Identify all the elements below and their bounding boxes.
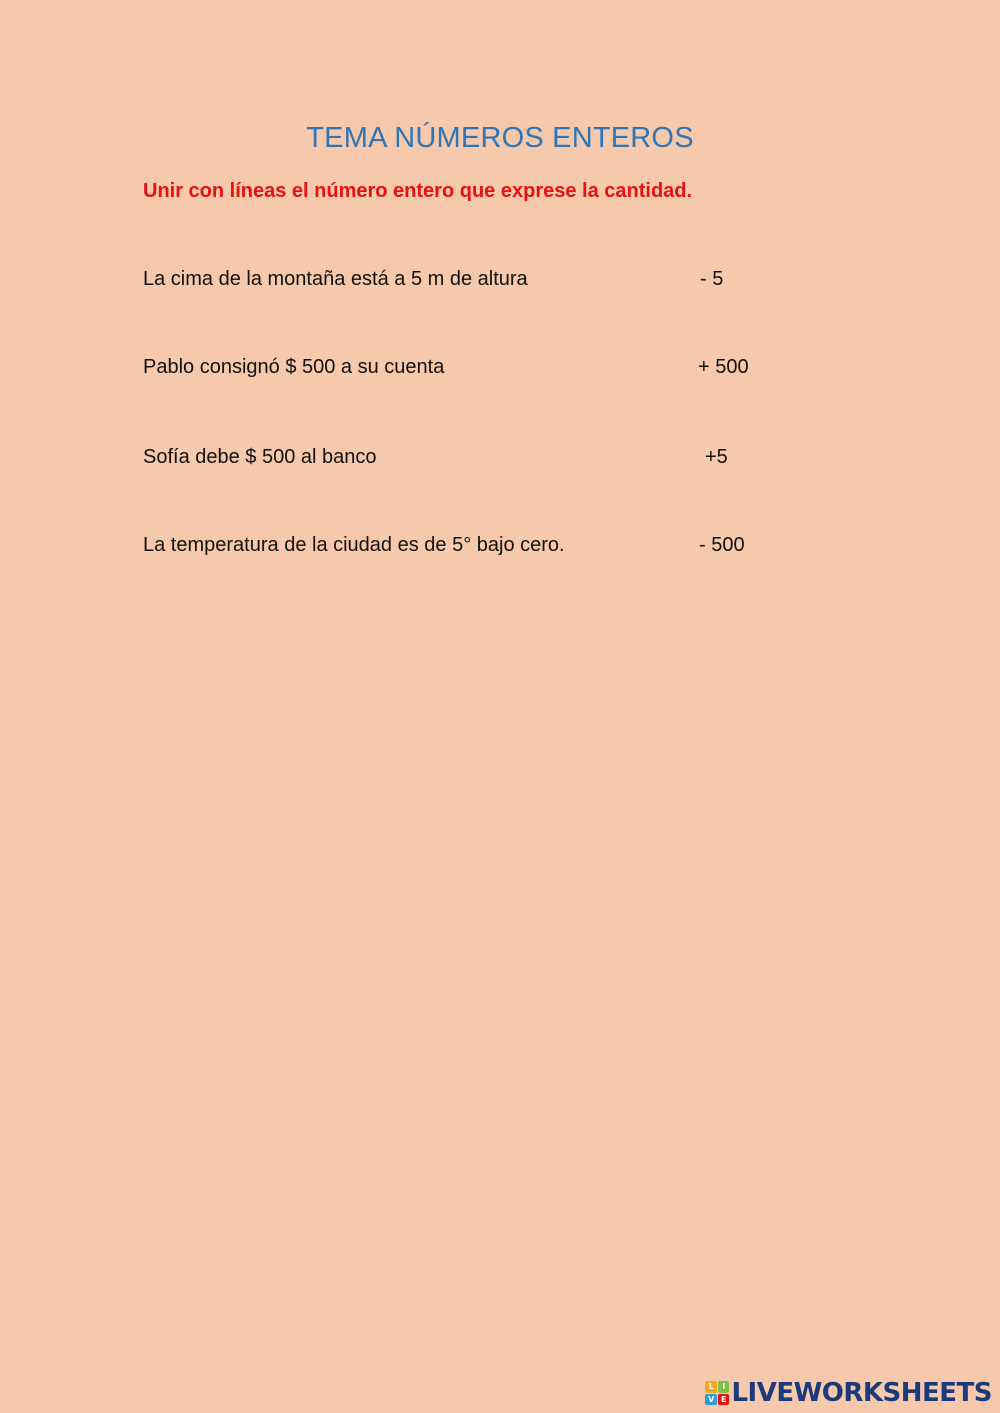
statement-text: La cima de la montaña está a 5 m de altura [143,268,528,290]
integer-option[interactable]: + 500 [698,356,749,378]
integer-option[interactable]: - 500 [699,534,745,556]
integer-option[interactable]: - 5 [700,268,724,290]
brand-wordmark: LIVEWORKSHEETS [731,1378,992,1408]
liveworksheets-logo-icon: L I V E [705,1381,729,1405]
integer-option[interactable]: +5 [705,446,728,468]
page-title: TEMA NÚMEROS ENTEROS [306,122,694,154]
statement-text: La temperatura de la ciudad es de 5° bajo cero. [143,534,565,556]
liveworksheets-brand [705,1379,992,1407]
instruction-text: Unir con líneas el número entero que exprese la cantidad. [143,180,693,202]
statement-text: Pablo consignó $ 500 a su cuenta [143,356,445,378]
statement-text: Sofía debe $ 500 al banco [143,446,377,468]
